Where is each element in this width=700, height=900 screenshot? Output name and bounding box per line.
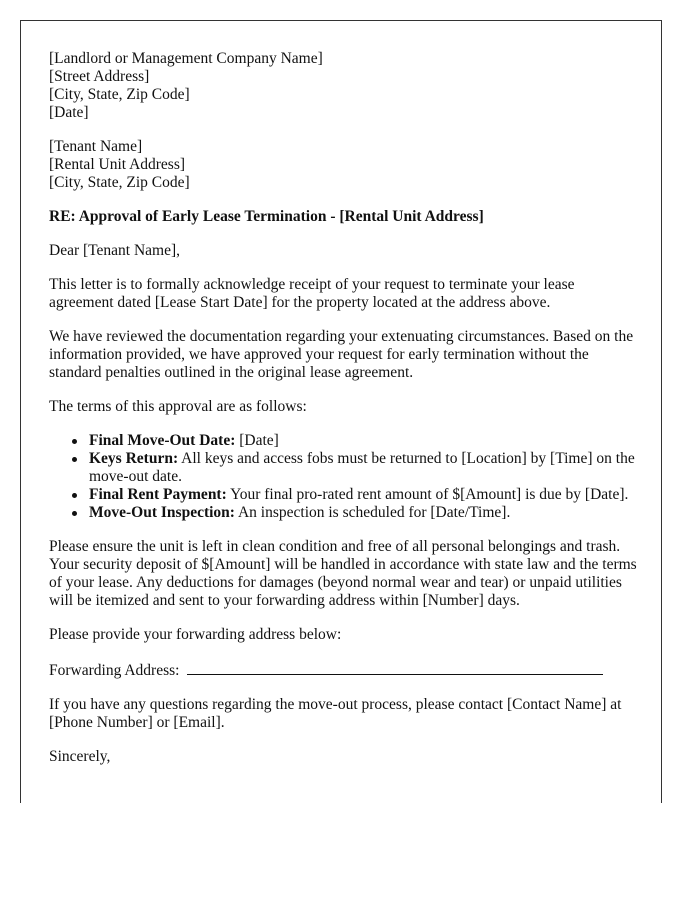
closing: Sincerely, xyxy=(49,748,111,765)
forwarding-address-row xyxy=(49,660,639,680)
sender-city-state-zip: [City, State, Zip Code] xyxy=(49,86,190,103)
term-text: Your final pro-rated rent amount of $[Amount] is due by [Date]. xyxy=(226,486,629,503)
term-item-move-out-date xyxy=(89,432,639,450)
terms-intro: The terms of this approval are as follows: xyxy=(49,398,307,415)
term-label: Keys Return: xyxy=(89,450,179,467)
condition-paragraph: Please ensure the unit is left in clean condition and free of all personal belongings and trash. Your security deposit of $[Amount] will be handled in accordance with state law and the terms of your lease. Any deductions for damages (beyond normal wear and tear) or unpaid utilities will be itemized and sent to your forwarding address within [Number] days. xyxy=(49,538,637,609)
sender-street: [Street Address] xyxy=(49,68,150,85)
recipient-city-state-zip: [City, State, Zip Code] xyxy=(49,174,190,191)
term-label: Move-Out Inspection: xyxy=(89,504,235,521)
letter-content xyxy=(49,50,639,782)
forwarding-address-blank[interactable] xyxy=(187,660,603,675)
recipient-address: [Rental Unit Address] xyxy=(49,156,186,173)
bullet-icon xyxy=(72,504,78,522)
terms-list xyxy=(49,432,639,522)
term-text: All keys and access fobs must be returned to [Location] by [Time] on the move-out date. xyxy=(89,450,635,485)
letter-date: [Date] xyxy=(49,104,89,121)
contact-paragraph: If you have any questions regarding the move-out process, please contact [Contact Name] at [Phone Number] or [Email]. xyxy=(49,696,622,731)
forwarding-address-label: Forwarding Address: xyxy=(49,662,180,679)
review-paragraph: We have reviewed the documentation regarding your extenuating circumstances. Based on the information provided, we have approved your request for early termination without the standard penalties outlined in the original lease agreement. xyxy=(49,328,634,381)
recipient-address-block xyxy=(49,138,639,192)
term-label: Final Move-Out Date: xyxy=(89,432,236,449)
subject-line: RE: Approval of Early Lease Termination - [Rental Unit Address] xyxy=(49,208,484,225)
term-item-final-rent xyxy=(89,486,639,504)
letter-page xyxy=(20,20,662,803)
salutation: Dear [Tenant Name], xyxy=(49,242,181,259)
term-item-inspection xyxy=(89,504,639,522)
term-item-keys-return xyxy=(89,450,639,486)
bullet-icon xyxy=(72,450,78,468)
term-label: Final Rent Payment: xyxy=(89,486,227,503)
bullet-icon xyxy=(72,432,78,450)
forwarding-request: Please provide your forwarding address below: xyxy=(49,626,342,643)
term-text: [Date] xyxy=(235,432,279,449)
sender-address-block xyxy=(49,50,639,122)
recipient-name: [Tenant Name] xyxy=(49,138,143,155)
sender-name: [Landlord or Management Company Name] xyxy=(49,50,323,67)
bullet-icon xyxy=(72,486,78,504)
intro-paragraph: This letter is to formally acknowledge receipt of your request to terminate your lease agreement dated [Lease Start Date] for the property located at the address above. xyxy=(49,276,575,311)
term-text: An inspection is scheduled for [Date/Time]. xyxy=(234,504,511,521)
